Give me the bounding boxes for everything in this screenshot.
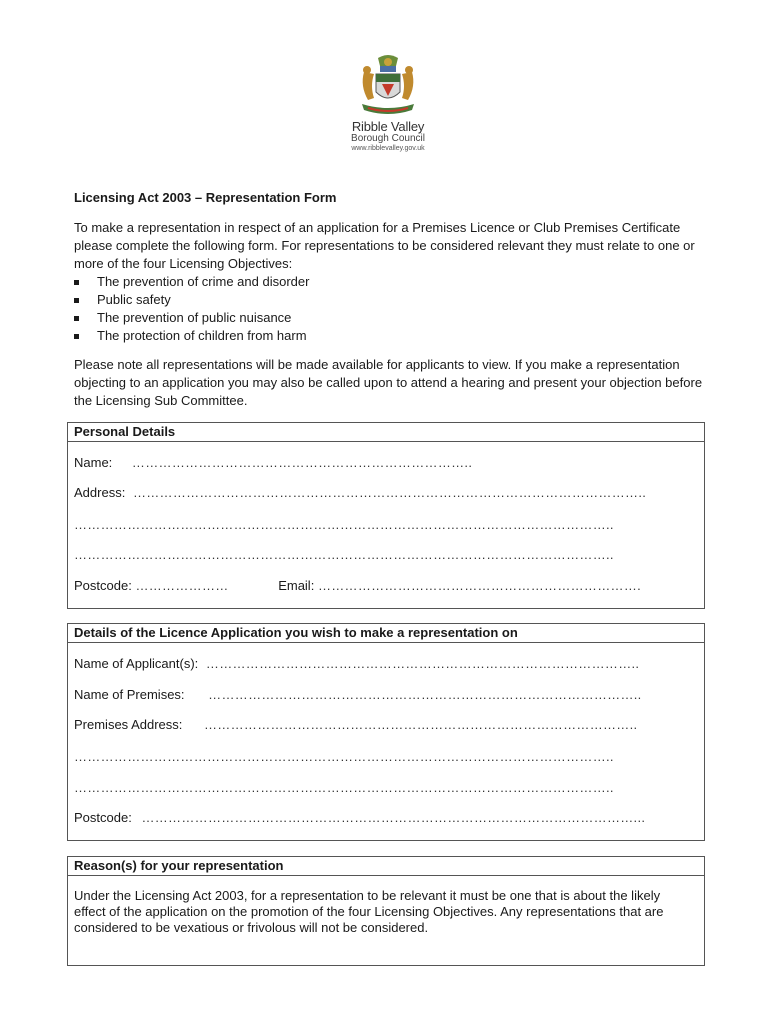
premises-name-input[interactable]: …………………………………………………………………………………….. [208, 687, 642, 702]
premises-postcode-input[interactable]: …………………………………………………………………………………………………... [141, 810, 646, 825]
personal-details-heading: Personal Details [68, 423, 704, 442]
objective-item [74, 309, 704, 327]
name-label: Name: [74, 455, 113, 470]
address-label: Address: [74, 485, 126, 500]
reason-text: Under the Licensing Act 2003, for a representation to be relevant it must be one that is about the likely effect of the application on the promotion of the four Licensing Objectives. Any representations that are considered to be vexatious or frivolous will not be considered. [74, 888, 664, 935]
applicant-input[interactable]: …………………………………………………………………………………….. [205, 656, 640, 671]
coat-of-arms-icon [358, 52, 418, 118]
address-line-2[interactable] [74, 517, 698, 533]
address-input[interactable]: …………………………………………………………………………………………………….. [132, 485, 647, 500]
email-input[interactable]: ………………………………………………………………. [317, 578, 642, 593]
premises-name-label: Name of Premises: [74, 687, 185, 702]
objective-item [74, 273, 704, 291]
applicant-label: Name of Applicant(s): [74, 656, 199, 671]
bullet-icon [74, 280, 79, 285]
address-field[interactable] [74, 485, 698, 501]
intro-section [74, 219, 704, 345]
bullet-icon [74, 334, 79, 339]
premises-name-field[interactable] [74, 687, 698, 703]
objective-text: Public safety [97, 292, 171, 307]
intro-text: To make a representation in respect of an application for a Premises Licence or Club Premises Certificate please complete the following form. For representations to be considered relevant they must relate to one or more of the four Licensing Objectives: [74, 220, 695, 271]
premises-address-line-2-input[interactable]: ………………………………………………………………………………………………………….. [74, 749, 614, 764]
email-label: Email: [278, 578, 315, 593]
objective-text: The protection of children from harm [97, 328, 307, 343]
objective-text: The prevention of crime and disorder [97, 274, 310, 289]
licence-application-heading: Details of the Licence Application you wish to make a representation on [68, 624, 704, 643]
premises-postcode-field[interactable] [74, 810, 698, 826]
objectives-list [74, 273, 704, 345]
premises-address-line-3[interactable] [74, 780, 698, 796]
address-line-3-input[interactable]: ………………………………………………………………………………………………………….. [74, 547, 614, 562]
address-line-2-input[interactable]: ………………………………………………………………………………………………………….. [74, 517, 614, 532]
premises-postcode-label: Postcode: [74, 810, 132, 825]
bullet-icon [74, 298, 79, 303]
address-line-3[interactable] [74, 547, 698, 563]
premises-address-line-3-input[interactable]: ………………………………………………………………………………………………………….. [74, 780, 614, 795]
premises-address-input[interactable]: …………………………………………………………………………………….. [204, 717, 638, 732]
logo-subtitle: Borough Council [351, 133, 425, 144]
applicant-field[interactable] [74, 656, 698, 672]
postcode-input[interactable]: ………………… [135, 578, 229, 593]
logo-name: Ribble Valley [351, 119, 425, 134]
note-text: Please note all representations will be made available for applicants to view. If you make a representation objecting to an application you may also be called upon to attend a hearing and present your objection before the Licensing Sub Committee. [74, 357, 703, 408]
name-input[interactable]: ………………………………………………………………….. [131, 455, 473, 470]
objective-item [74, 291, 704, 309]
form-title: Licensing Act 2003 – Representation Form [74, 190, 337, 205]
personal-details-section [67, 422, 705, 609]
premises-address-label: Premises Address: [74, 717, 183, 732]
premises-address-line-2[interactable] [74, 749, 698, 765]
name-field[interactable] [74, 455, 698, 471]
premises-address-field[interactable] [74, 717, 698, 733]
reason-section [67, 856, 705, 966]
logo-url: www.ribblevalley.gov.uk [351, 145, 425, 152]
objective-text: The prevention of public nuisance [97, 310, 292, 325]
postcode-label: Postcode: [74, 578, 132, 593]
bullet-icon [74, 316, 79, 321]
reason-heading: Reason(s) for your representation [68, 857, 704, 876]
council-logo [343, 52, 433, 154]
objective-item [74, 327, 704, 345]
licence-application-section [67, 623, 705, 841]
postcode-email-row [74, 578, 698, 594]
